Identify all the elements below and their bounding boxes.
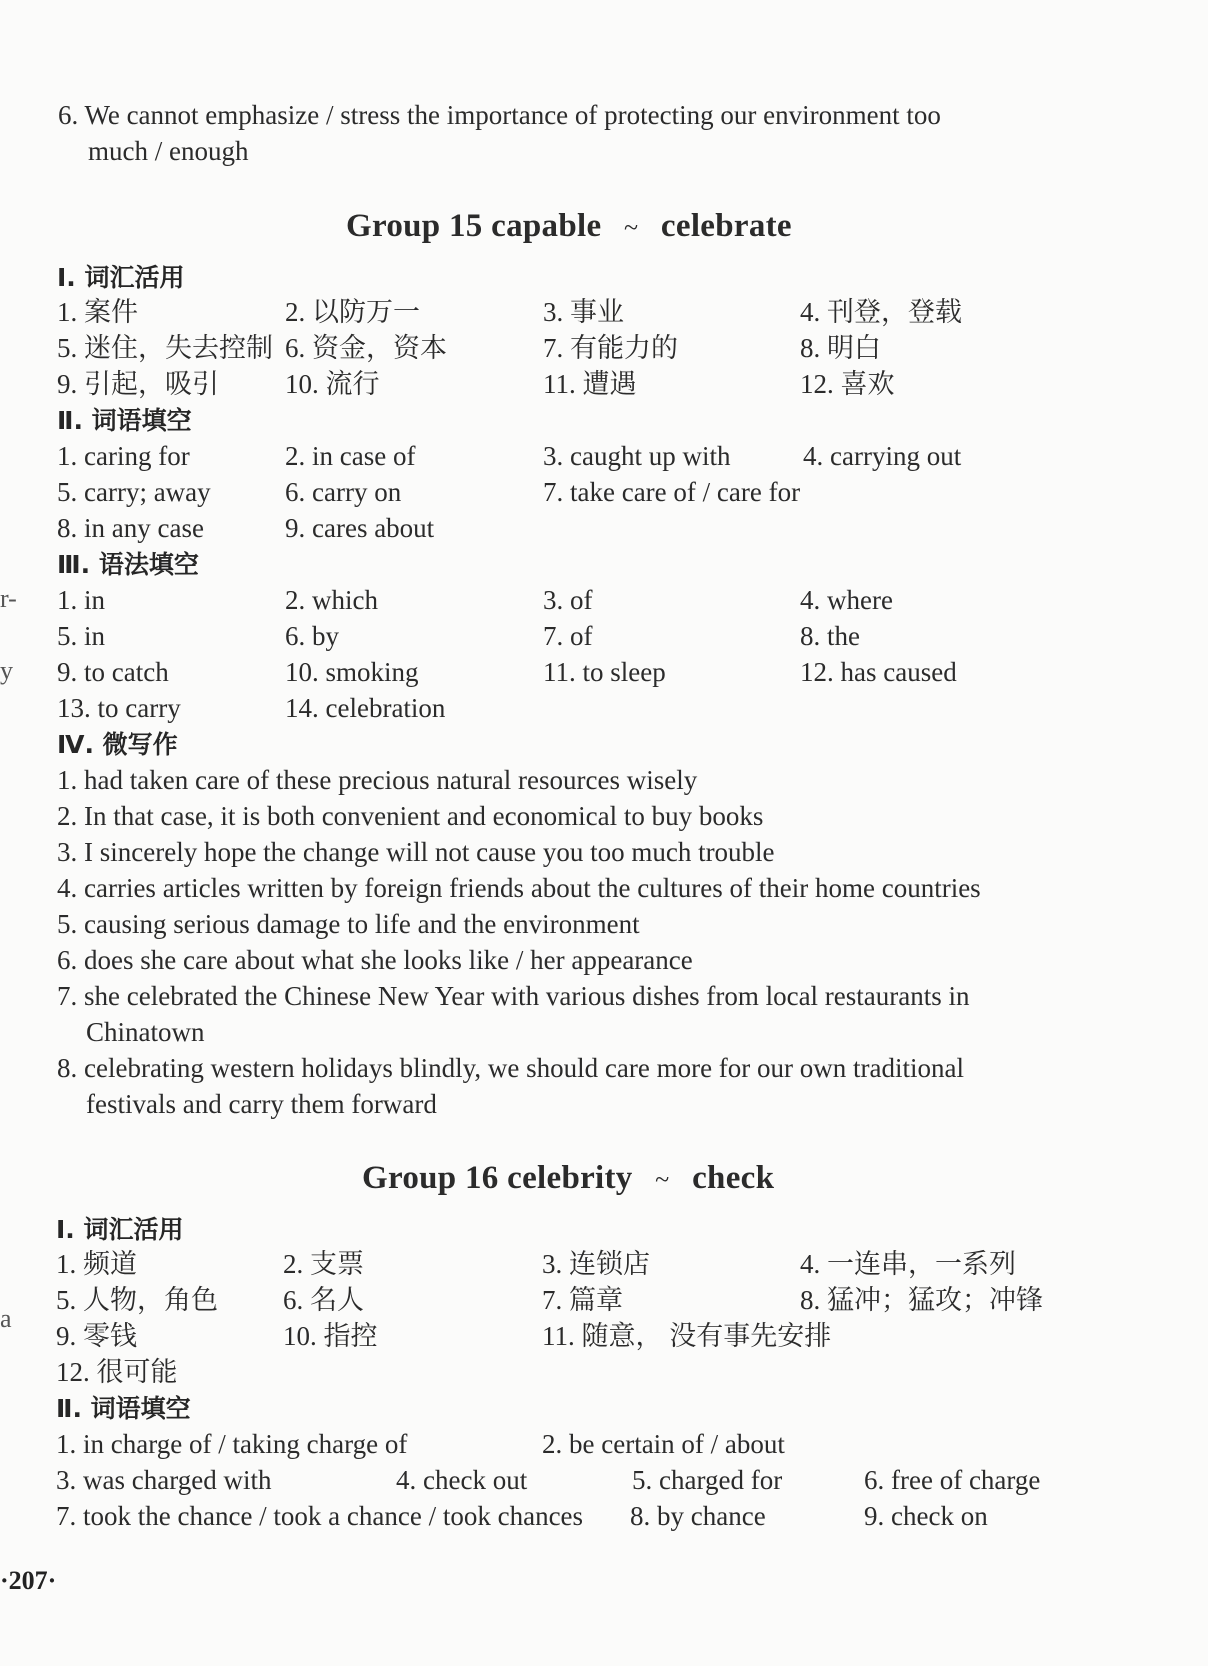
g16-section-1-title: Ⅰ. 词汇活用 (56, 1215, 184, 1244)
g16-s2-item: 1. in charge of / taking charge of (56, 1429, 408, 1459)
g15-s4-item: 5. causing serious damage to life and the environment (57, 909, 640, 939)
g16-s1-item: 10. 指控 (283, 1321, 378, 1351)
g15-s4-item: 6. does she care about what she looks like / her appearance (57, 945, 693, 975)
g16-s1-item: 11. 随意， 没有事先安排 (542, 1321, 832, 1351)
g15-s3-item: 1. in (57, 585, 106, 615)
g15-s4-item: 7. she celebrated the Chinese New Year with various dishes from local restaurants in (57, 981, 970, 1011)
g15-s3-item: 6. by (285, 621, 339, 651)
g16-s2-item: 7. took the chance / took a chance / took chances (56, 1501, 584, 1531)
g15-s1-item: 8. 明白 (800, 333, 881, 363)
page-number (0, 1566, 56, 1596)
g16-s2-item: 8. by chance (630, 1501, 766, 1531)
g15-s1-item: 9. 引起，吸引 (57, 369, 219, 399)
g15-s4-item: 2. In that case, it is both convenient and economical to buy books (57, 801, 764, 831)
g15-s3-item: 7. of (543, 621, 593, 651)
intro-item-6-line-1: 6. We cannot emphasize / stress the importance of protecting our environment too (58, 100, 941, 130)
g15-s2-item: 3. caught up with (543, 441, 731, 471)
g15-s3-item: 3. of (543, 585, 593, 615)
g15-s3-item: 12. has caused (800, 657, 957, 687)
g15-s2-item: 1. caring for (57, 441, 190, 471)
g16-s2-item: 6. free of charge (864, 1465, 1041, 1495)
g15-s3-item: 2. which (285, 585, 378, 615)
g15-s4-item: 4. carries articles written by foreign friends about the cultures of their home countries (57, 873, 981, 903)
g16-s1-item: 12. 很可能 (56, 1357, 178, 1387)
g15-s3-item: 14. celebration (285, 693, 446, 723)
g15-section-3-title: Ⅲ. 语法填空 (57, 550, 199, 579)
g15-section-4-title: Ⅳ. 微写作 (57, 730, 178, 759)
g15-section-1-title: Ⅰ. 词汇活用 (57, 263, 185, 292)
g15-section-2-title: Ⅱ. 词语填空 (57, 406, 192, 435)
g16-s2-item: 9. check on (864, 1501, 988, 1531)
g15-s1-item: 4. 刊登，登载 (800, 297, 962, 327)
page-number-dot-left: · (0, 1566, 9, 1595)
g16-s1-item: 6. 名人 (283, 1285, 364, 1315)
g16-s1-item: 3. 连锁店 (542, 1249, 650, 1279)
g16-s2-item: 2. be certain of / about (542, 1429, 785, 1459)
g16-s1-item: 8. 猛冲；猛攻；冲锋 (800, 1285, 1043, 1315)
g15-s3-item: 10. smoking (285, 657, 419, 687)
g15-s2-item: 8. in any case (57, 513, 204, 543)
group-16-tilde: ~ (655, 1165, 670, 1194)
g16-s2-item: 4. check out (396, 1465, 528, 1495)
group-15-heading (346, 208, 792, 245)
page-number-value: 207 (8, 1566, 48, 1595)
g16-s1-item: 4. 一连串，一系列 (800, 1249, 1016, 1279)
g15-s4-item: 1. had taken care of these precious natural resources wisely (57, 765, 698, 795)
g15-s2-item: 7. take care of / care for (543, 477, 801, 507)
margin-mark: r- (0, 584, 17, 613)
g15-s1-item: 10. 流行 (285, 369, 380, 399)
g16-s2-item: 3. was charged with (56, 1465, 272, 1495)
g16-s1-item: 1. 频道 (56, 1249, 137, 1279)
group-15-word-start: capable (491, 208, 602, 244)
group-15-tilde: ~ (623, 213, 639, 242)
margin-mark: a (0, 1304, 12, 1333)
g15-s3-item: 5. in (57, 621, 106, 651)
g15-s1-item: 2. 以防万一 (285, 297, 420, 327)
group-16-word-end: check (692, 1160, 775, 1196)
g16-s1-item: 5. 人物，角色 (56, 1285, 218, 1315)
g15-s2-item: 5. carry; away (57, 477, 211, 507)
g15-s3-item: 4. where (800, 585, 893, 615)
g15-s1-item: 3. 事业 (543, 297, 624, 327)
g15-s4-item-continuation: Chinatown (86, 1017, 205, 1047)
g15-s4-item: 8. celebrating western holidays blindly, we should care more for our own traditional (57, 1053, 964, 1083)
g15-s2-item: 9. cares about (285, 513, 435, 543)
g15-s1-item: 7. 有能力的 (543, 333, 678, 363)
group-16-label: Group 16 (362, 1160, 499, 1196)
g15-s1-item: 12. 喜欢 (800, 369, 895, 399)
g15-s3-item: 13. to carry (57, 693, 181, 723)
g16-s1-item: 2. 支票 (283, 1249, 364, 1279)
g16-s1-item: 9. 零钱 (56, 1321, 137, 1351)
g15-s3-item: 8. the (800, 621, 860, 651)
g15-s4-item: 3. I sincerely hope the change will not cause you too much trouble (57, 837, 775, 867)
g15-s3-item: 11. to sleep (543, 657, 666, 687)
g16-section-2-title: Ⅱ. 词语填空 (56, 1394, 191, 1423)
group-15-label: Group 15 (346, 208, 483, 244)
g15-s4-item-continuation: festivals and carry them forward (86, 1089, 437, 1119)
intro-item-6-line-2: much / enough (88, 136, 249, 166)
group-15-word-end: celebrate (660, 208, 792, 244)
g15-s1-item: 11. 遭遇 (543, 369, 637, 399)
g15-s3-item: 9. to catch (57, 657, 169, 687)
g16-s2-item: 5. charged for (632, 1465, 783, 1495)
g15-s2-item: 6. carry on (285, 477, 402, 507)
g16-s1-item: 7. 篇章 (542, 1285, 623, 1315)
g15-s1-item: 6. 资金，资本 (285, 333, 447, 363)
g15-s1-item: 5. 迷住，失去控制 (57, 333, 273, 363)
g15-s2-item: 2. in case of (285, 441, 416, 471)
group-16-heading (362, 1160, 774, 1197)
group-16-word-start: celebrity (507, 1160, 633, 1196)
g15-s2-item: 4. carrying out (803, 441, 962, 471)
page-number-dot-right: · (47, 1566, 57, 1595)
g15-s1-item: 1. 案件 (57, 297, 138, 327)
margin-mark: y (0, 656, 13, 685)
